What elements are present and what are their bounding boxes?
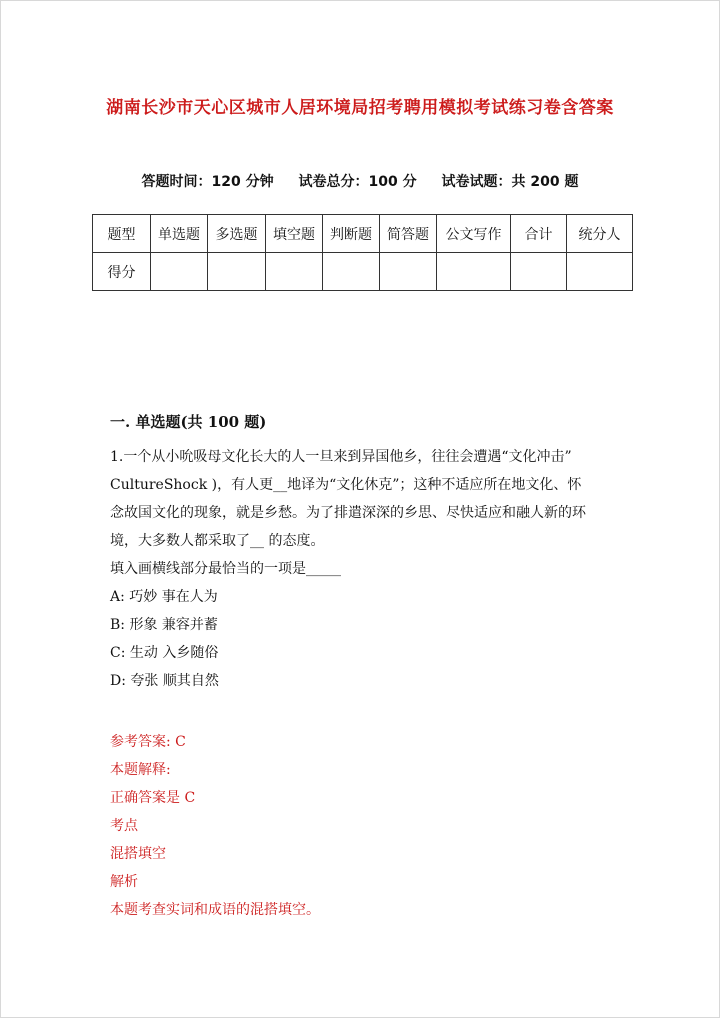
exam-total-score: 试卷总分：100 分 [298, 174, 417, 190]
score-cell [151, 253, 208, 291]
score-cell [266, 253, 323, 291]
question-block [110, 443, 610, 695]
page-title: 湖南长沙市天心区城市人居环境局招考聘用模拟考试练习卷含答案 [106, 98, 614, 118]
section-heading: 一. 单选题(共 100 题) [110, 413, 267, 431]
score-header-cell: 简答题 [380, 215, 437, 253]
test-point: 混搭填空 [110, 846, 166, 862]
score-cell [380, 253, 437, 291]
question-stem-line: 1.一个从小吮吸母文化长大的人一旦来到异国他乡，往往会遭遇“文化冲击” [110, 449, 572, 465]
analysis-label: 解析 [110, 874, 138, 890]
test-point-label: 考点 [110, 818, 138, 834]
score-header-cell: 单选题 [151, 215, 208, 253]
option-d: D: 夸张 顺其自然 [110, 673, 219, 689]
score-table-header-row [93, 215, 633, 253]
score-cell [511, 253, 567, 291]
score-cell [208, 253, 266, 291]
score-header-cell: 公文写作 [437, 215, 511, 253]
question-stem-line: CultureShock )，有人更__地译为“文化休克”；这种不适应所在地文化、怀 [110, 477, 582, 493]
exam-meta [1, 171, 719, 191]
score-cell [437, 253, 511, 291]
question-stem-line: 境，大多数人都采取了__ 的态度。 [110, 533, 325, 549]
exam-question-count: 试卷试题：共 200 题 [441, 174, 579, 190]
question-prompt: 填入画横线部分最恰当的一项是_____ [110, 561, 341, 577]
score-header-cell: 合计 [511, 215, 567, 253]
score-table-row [93, 253, 633, 291]
score-cell [323, 253, 380, 291]
score-row-label: 得分 [93, 253, 151, 291]
reference-answer: 参考答案: C [110, 734, 186, 750]
score-header-cell: 统分人 [567, 215, 633, 253]
score-header-cell: 判断题 [323, 215, 380, 253]
score-table [92, 214, 633, 291]
analysis-text: 本题考查实词和成语的混搭填空。 [110, 902, 320, 918]
answer-block [110, 728, 320, 924]
score-header-cell: 多选题 [208, 215, 266, 253]
explanation-label: 本题解释: [110, 762, 171, 778]
option-b: B: 形象 兼容并蓄 [110, 617, 218, 633]
score-header-cell: 题型 [93, 215, 151, 253]
option-c: C: 生动 入乡随俗 [110, 645, 219, 661]
score-header-cell: 填空题 [266, 215, 323, 253]
option-a: A: 巧妙 事在人为 [110, 589, 218, 605]
correct-answer: 正确答案是 C [110, 790, 196, 806]
score-cell [567, 253, 633, 291]
exam-time: 答题时间：120 分钟 [141, 174, 274, 190]
question-stem-line: 念故国文化的现象，就是乡愁。为了排遣深深的乡思、尽快适应和融人新的环 [110, 505, 586, 521]
